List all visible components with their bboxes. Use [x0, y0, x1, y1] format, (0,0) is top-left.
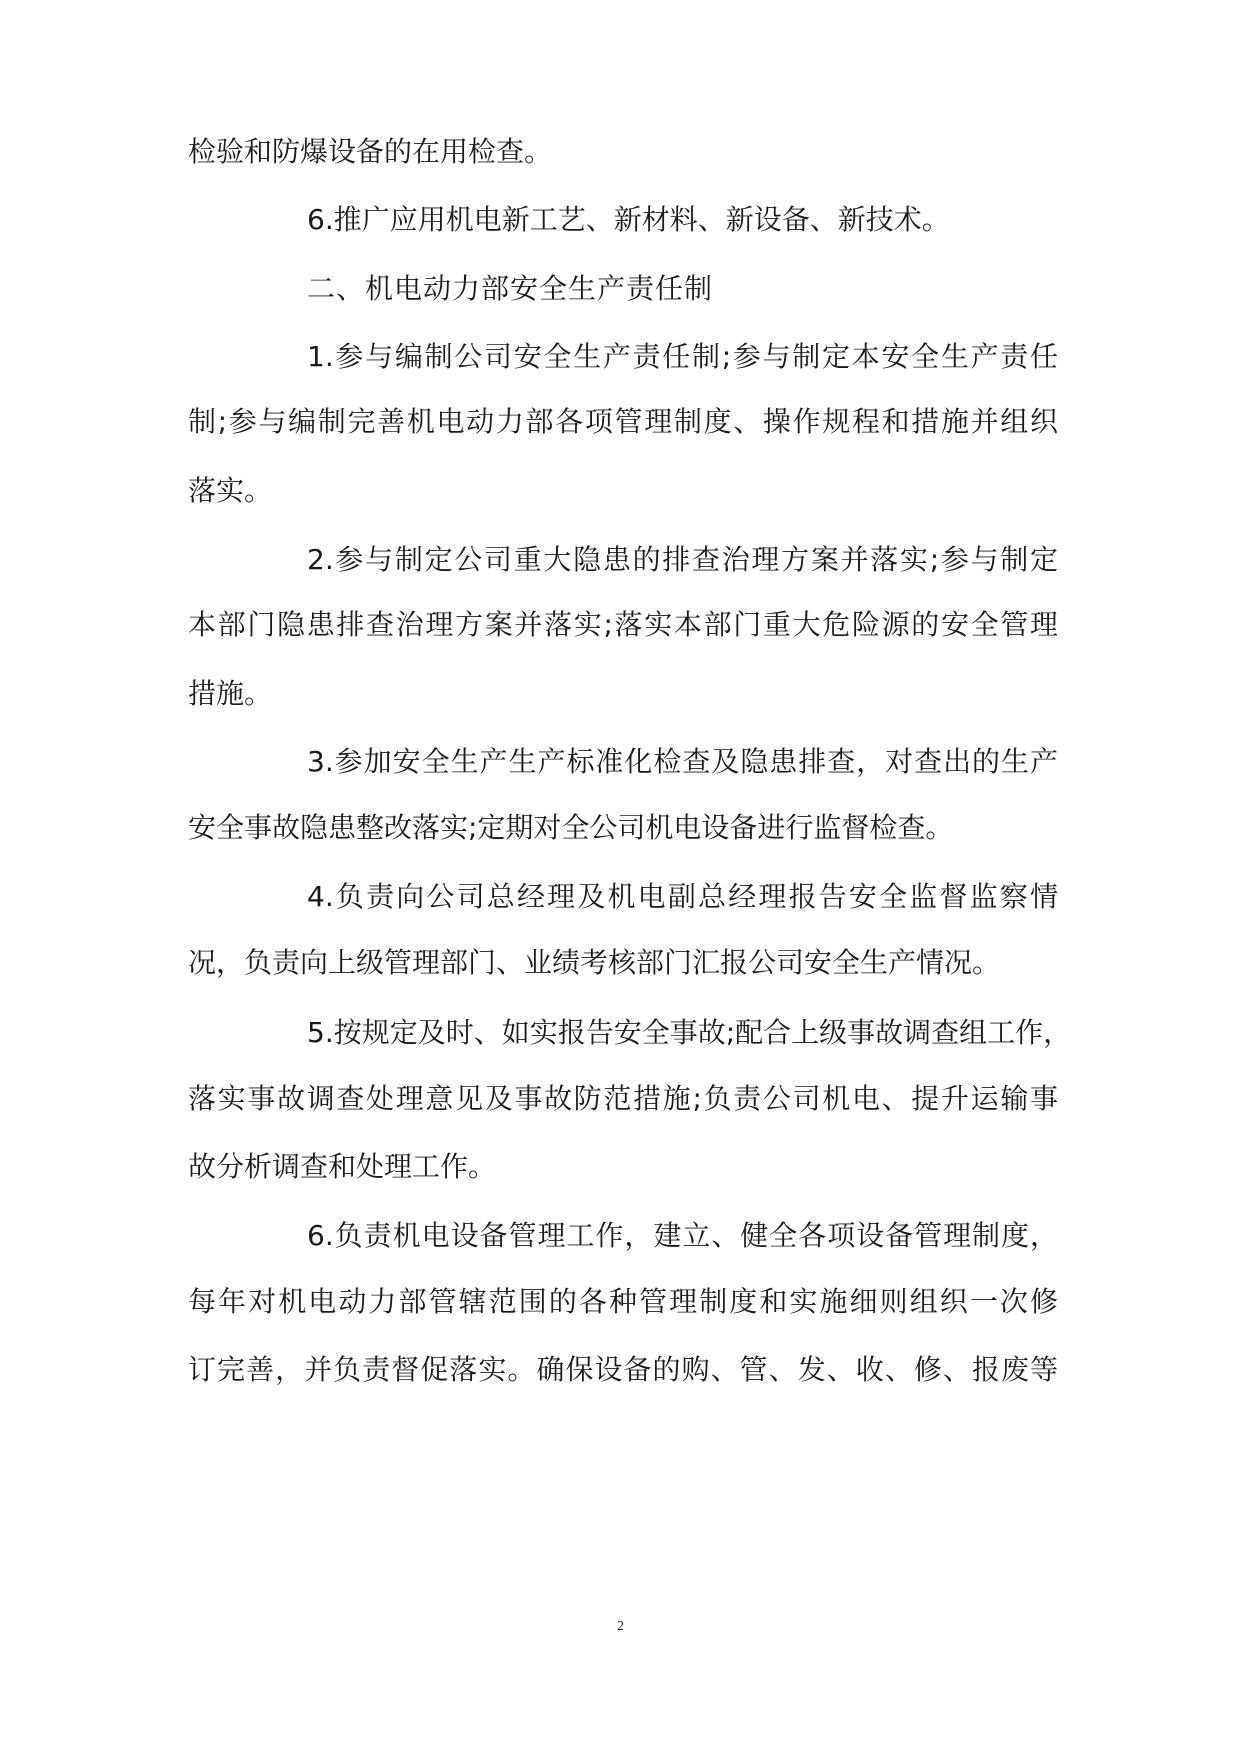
paragraph-line: 1.参与编制公司安全生产责任制;参与制定本安全生产责任 [307, 340, 1058, 373]
paragraph-line: 2.参与制定公司重大隐患的排查治理方案并落实;参与制定 [307, 543, 1058, 576]
paragraph-line: 本部门隐患排查治理方案并落实;落实本部门重大危险源的安全管理 [188, 608, 1058, 641]
paragraph-line: 制;参与编制完善机电动力部各项管理制度、操作规程和措施并组织 [188, 405, 1058, 438]
paragraph-line: 4.负责向公司总经理及机电副总经理报告安全监督监察情 [307, 880, 1058, 913]
paragraph-line: 安全事故隐患整改落实;定期对全公司机电设备进行监督检查。 [188, 811, 954, 844]
paragraph-line: 落实。 [188, 474, 273, 507]
paragraph-line: 故分析调查和处理工作。 [188, 1150, 497, 1183]
paragraph-line: 落实事故调查处理意见及事故防范措施;负责公司机电、提升运输事 [188, 1082, 1058, 1115]
paragraph-line: 6.推广应用机电新工艺、新材料、新设备、新技术。 [307, 203, 950, 236]
paragraph-line: 况，负责向上级管理部门、业绩考核部门汇报公司安全生产情况。 [188, 946, 1001, 979]
section-heading: 二、机电动力部安全生产责任制 [307, 272, 714, 305]
paragraph-line: 每年对机电动力部管辖范围的各种管理制度和实施细则组织一次修 [188, 1285, 1058, 1318]
paragraph-line: 3.参加安全生产生产标准化检查及隐患排查，对查出的生产 [307, 745, 1058, 778]
page-number: 2 [617, 1619, 624, 1634]
paragraph-line: 6.负责机电设备管理工作，建立、健全各项设备管理制度， [307, 1219, 1058, 1252]
paragraph-line: 5.按规定及时、如实报告安全事故;配合上级事故调查组工作， [307, 1016, 1072, 1049]
paragraph-line: 检验和防爆设备的在用检查。 [188, 135, 553, 168]
paragraph-line: 措施。 [188, 677, 273, 710]
paragraph-line: 订完善，并负责督促落实。确保设备的购、管、发、收、修、报废等 [188, 1353, 1058, 1386]
